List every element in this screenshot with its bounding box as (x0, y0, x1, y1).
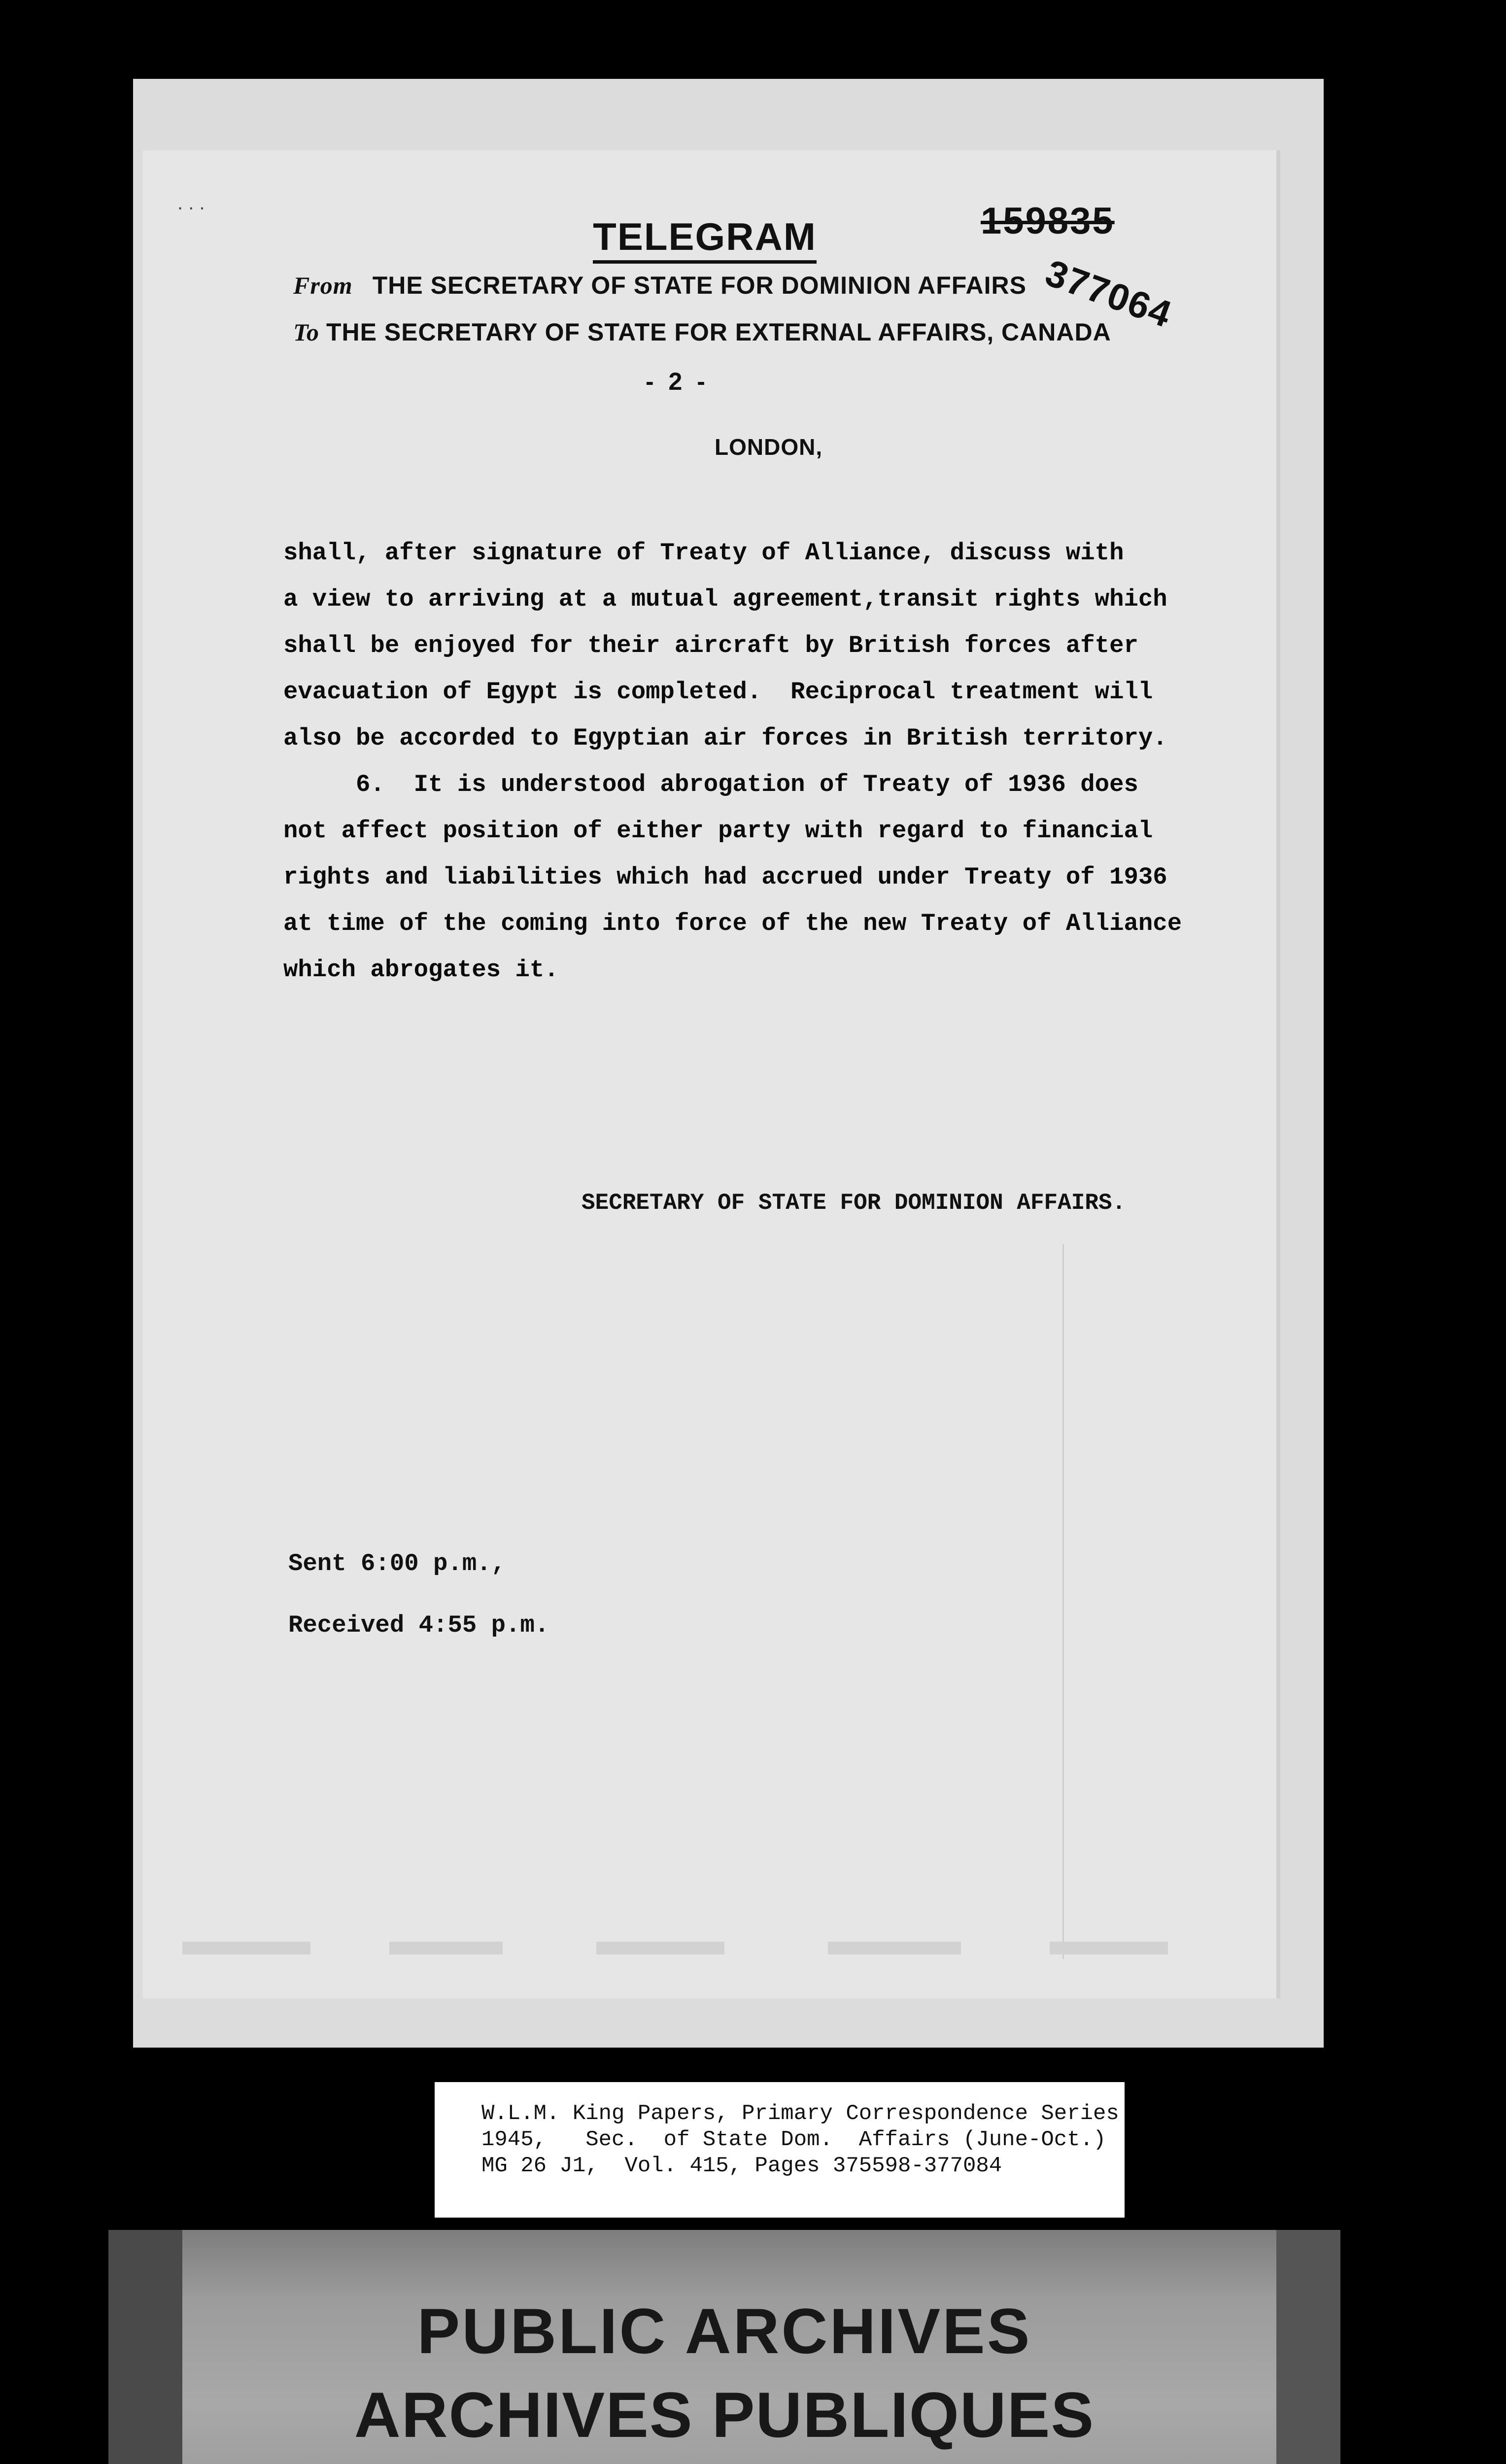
fold-line (1062, 1244, 1064, 1959)
body-line: at time of the coming into force of the new Treaty of Alliance (283, 910, 1182, 937)
from-label: From (293, 272, 353, 299)
body-line: rights and liabilities which had accrued under Treaty of 1936 (283, 863, 1167, 891)
to-label: To (293, 318, 319, 346)
corner-marks: . . . (177, 192, 205, 214)
signature: SECRETARY OF STATE FOR DOMINION AFFAIRS. (582, 1190, 1126, 1216)
page-number: - 2 - (646, 368, 709, 395)
citation-line: W.L.M. King Papers, Primary Correspondence Series (481, 2101, 1119, 2126)
footer-mark (1050, 1942, 1168, 1954)
to-line (293, 318, 1111, 346)
body-line: which abrogates it. (283, 956, 559, 984)
telegram-title-text: TELEGRAM (593, 215, 817, 264)
from-value: THE SECRETARY OF STATE FOR DOMINION AFFAIRS (372, 272, 1027, 299)
body-line: evacuation of Egypt is completed. Reciprocal treatment will (283, 678, 1153, 706)
body-line: a view to arriving at a mutual agreement,transit rights which (283, 585, 1167, 613)
citation-line: MG 26 J1, Vol. 415, Pages 375598-377084 (481, 2154, 1002, 2178)
stamp-struck-number: 159835 (981, 200, 1115, 242)
body-line: 6. It is understood abrogation of Treaty of 1936 does (283, 771, 1138, 798)
telegram-page (143, 150, 1280, 1998)
from-line (293, 271, 1027, 300)
footer-mark (596, 1942, 724, 1954)
footer-mark (182, 1942, 310, 1954)
footer-mark (828, 1942, 961, 1954)
archives-stamp (108, 2230, 1340, 2464)
place-name: LONDON, (715, 434, 823, 460)
citation-label (435, 2082, 1125, 2218)
footer-mark (389, 1942, 503, 1954)
received-time: Received 4:55 p.m. (288, 1611, 549, 1639)
body-line: not affect position of either party with regard to financial (283, 817, 1153, 845)
to-value: THE SECRETARY OF STATE FOR EXTERNAL AFFAIRS, CANADA (326, 318, 1111, 346)
telegram-body (283, 530, 1220, 993)
archives-line-1: PUBLIC ARCHIVES (417, 2295, 1032, 2367)
body-line: shall, after signature of Treaty of Alliance, discuss with (283, 539, 1124, 567)
stamp-number: 377064 (1040, 251, 1178, 336)
body-line: shall be enjoyed for their aircraft by British forces after (283, 632, 1138, 659)
citation-line: 1945, Sec. of State Dom. Affairs (June-Oct.) (481, 2127, 1106, 2152)
sent-time: Sent 6:00 p.m., (288, 1550, 506, 1577)
archives-line-2: ARCHIVES PUBLIQUES (354, 2379, 1095, 2451)
body-line: also be accorded to Egyptian air forces in British territory. (283, 724, 1167, 752)
